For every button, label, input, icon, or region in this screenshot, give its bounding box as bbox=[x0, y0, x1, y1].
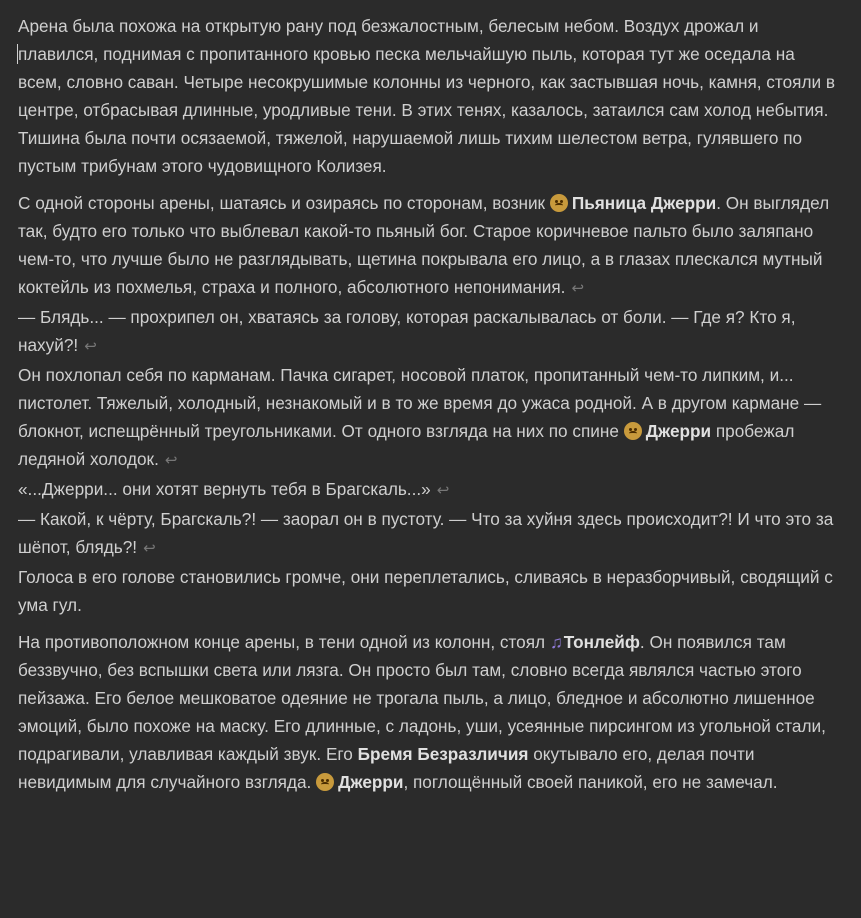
worried-face-icon bbox=[624, 422, 642, 440]
worried-face-icon bbox=[550, 194, 568, 212]
music-note-icon: ♫ bbox=[549, 632, 563, 652]
paragraph-text: — Какой, к чёрту, Брагскаль?! — заорал он в пустоту. — Что за хуйня здесь происходит?! И что это за шёпот, блядь?! bbox=[18, 509, 834, 557]
paragraph-pockets bbox=[18, 361, 839, 475]
paragraph-text: С одной стороны арены, шатаясь и озираясь по сторонам, возник bbox=[18, 193, 550, 213]
paragraph-text: «...Джерри... они хотят вернуть тебя в Брагскаль...» bbox=[18, 479, 431, 499]
paragraph-arena bbox=[18, 12, 839, 180]
text-cursor bbox=[17, 44, 18, 64]
character-name: Джерри bbox=[645, 421, 712, 441]
worried-face-icon bbox=[316, 773, 334, 791]
paragraph-text: . Он выглядел так, будто его только что выблевал какой-то пьяный бог. Старое коричневое пальто было заляпано чем-то, что лучше было не разглядывать, щетина покрывала его лицо, а в глазах плескался мутный коктейль из похмелья, страха и полного, абсолютного непонимания. bbox=[18, 193, 830, 297]
paragraph-text: Арена была похожа на открытую рану под безжалостным, белесым небом. Воздух дрожал и плавился, поднимая с пропитанного кровью песка мельчайшую пыль, которая тут же оседала на всем, словно саван. Четыре несокрушимые колонны из черного, как застывшая ночь, камня, стояли в центре, отбрасывая длинные, уродливые тени. В этих тенях, казалось, затаился сам холод небытия. Тишина была почти осязаемой, тяжелой, нарушаемой лишь тихим шелестом ветра, гулявшего по пустым трибунам этого чудовищного Колизея. bbox=[18, 16, 835, 176]
paragraph-tonleif bbox=[18, 628, 839, 796]
paragraph-text: пробежал ледяной холодок. bbox=[18, 421, 795, 469]
paragraph-dialogue-1 bbox=[18, 303, 839, 361]
paragraph-text: окутывало его, делая почти невидимым для случайного взгляда. bbox=[18, 744, 755, 792]
character-name: Джерри bbox=[338, 772, 404, 792]
return-icon: ↩ bbox=[571, 280, 585, 297]
ability-name: Бремя Безразличия bbox=[357, 744, 529, 764]
paragraph-text: Голоса в его голове становились громче, они переплетались, сливаясь в неразборчивый, сводящий с ума гул. bbox=[18, 567, 833, 615]
paragraph-dialogue-2 bbox=[18, 505, 839, 563]
paragraph-text: Он похлопал себя по карманам. Пачка сигарет, носовой платок, пропитанный чем-то липким, и... пистолет. Тяжелый, холодный, незнакомый и в то же время до ужаса родной. А в другом кармане — блокнот, испещрённый треугольниками. От одного взгляда на них по спине bbox=[18, 365, 822, 441]
return-icon: ↩ bbox=[436, 482, 450, 499]
return-icon: ↩ bbox=[164, 452, 178, 469]
paragraph-text: , поглощённый своей паникой, его не замечал. bbox=[403, 772, 778, 792]
return-icon: ↩ bbox=[143, 540, 156, 557]
paragraph-voices bbox=[18, 563, 839, 619]
paragraph-text: — Блядь... — прохрипел он, хватаясь за голову, которая раскалывалась от боли. — Где я? Кто я, нахуй?! bbox=[18, 307, 796, 355]
paragraph-jerry-appears bbox=[18, 189, 839, 303]
paragraph-whisper bbox=[18, 475, 839, 505]
paragraph-text: На противоположном конце арены, в тени одной из колонн, стоял bbox=[18, 632, 550, 652]
return-icon: ↩ bbox=[84, 338, 97, 355]
paragraph-text: . Он появился там беззвучно, без вспышки света или лязга. Он просто был там, словно всегда являлся частью этого пейзажа. Его белое мешковатое одеяние не трогала пыль, а лицо, бледное и абсолютно лишенное эмоций, было похоже на маску. Его длинные, с ладонь, уши, усеянные пирсингом из угольной стали, подрагивали, улавливая каждый звук. Его bbox=[18, 632, 826, 764]
character-name: Тонлейф bbox=[563, 632, 640, 652]
character-name: Пьяница Джерри bbox=[571, 193, 717, 213]
